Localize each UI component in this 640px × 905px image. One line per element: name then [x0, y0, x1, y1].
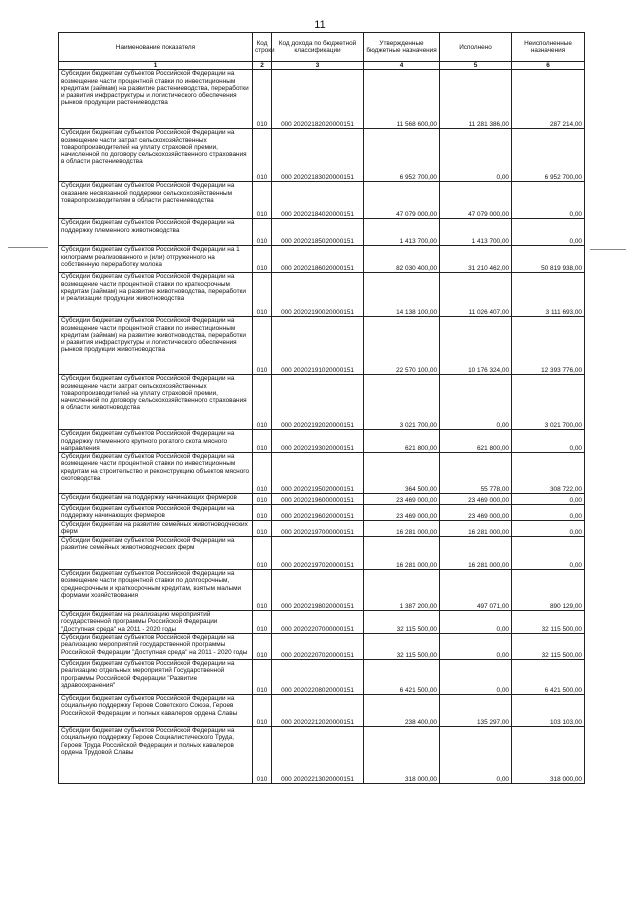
row-approved-amount: 32 115 500,00	[364, 634, 440, 660]
row-indicator-name: Субсидии бюджетам субъектов Российской Федерации на развитие семейных животноводческих ферм	[59, 537, 253, 570]
row-line-code: 010	[253, 727, 272, 784]
row-executed-amount: 55 778,00	[440, 453, 512, 494]
row-executed-amount: 16 281 000,00	[440, 537, 512, 570]
row-budget-classification-code: 000 20202212020000151	[272, 695, 364, 727]
row-line-code: 010	[253, 375, 272, 430]
row-indicator-name: Субсидии бюджетам субъектов Российской Федерации на возмещение части процентной ставки по краткосрочным кредитам (займам) на развитие животноводства, переработки и реализации продукции животноводства	[59, 273, 253, 317]
column-number: 2	[253, 62, 272, 70]
table-row	[59, 494, 585, 505]
row-indicator-name: Субсидии бюджетам субъектов Российской Федерации на реализацию отдельных мероприятий Государственной программы Российской Федерации "Развитие здравоохранения"	[59, 660, 253, 695]
row-unexecuted-amount: 0,00	[512, 494, 585, 505]
row-executed-amount: 11 026 407,00	[440, 273, 512, 317]
column-number: 5	[440, 62, 512, 70]
row-line-code: 010	[253, 273, 272, 317]
row-line-code: 010	[253, 634, 272, 660]
scan-speck	[590, 249, 626, 250]
row-unexecuted-amount: 6 952 700,00	[512, 129, 585, 182]
row-approved-amount: 3 021 700,00	[364, 375, 440, 430]
header-indicator-name: Наименование показателя	[59, 33, 253, 62]
row-budget-classification-code: 000 20202192020000151	[272, 375, 364, 430]
row-line-code: 010	[253, 537, 272, 570]
row-indicator-name: Субсидии бюджетам субъектов Российской Федерации на социальную поддержку Героев Социалистического Труда, Героев Труда Российской Федерации и полных кавалеров ордена Трудовой Славы	[59, 727, 253, 784]
row-unexecuted-amount: 3 021 700,00	[512, 375, 585, 430]
table-row	[59, 70, 585, 129]
budget-execution-table	[58, 32, 585, 784]
row-executed-amount: 0,00	[440, 660, 512, 695]
row-unexecuted-amount: 103 103,00	[512, 695, 585, 727]
row-budget-classification-code: 000 20202207000000151	[272, 611, 364, 634]
row-budget-classification-code: 000 20202213020000151	[272, 727, 364, 784]
row-indicator-name: Субсидии бюджетам субъектов Российской Федерации на поддержку начинающих фермеров	[59, 505, 253, 521]
row-indicator-name: Субсидии бюджетам субъектов Российской Федерации на возмещение части затрат сельскохозяйственных товаропроизводителей на уплату страховой премии, начисленной по договору сельскохозяйственного страхования в области животноводства	[59, 375, 253, 430]
row-approved-amount: 6 421 500,00	[364, 660, 440, 695]
row-budget-classification-code: 000 20202191020000151	[272, 317, 364, 375]
row-line-code: 010	[253, 430, 272, 453]
row-line-code: 010	[253, 453, 272, 494]
row-indicator-name: Субсидии бюджетам на реализацию мероприятий государственной программы Российской Федерации "Доступная среда" на 2011 - 2020 годы	[59, 611, 253, 634]
row-line-code: 010	[253, 695, 272, 727]
row-approved-amount: 82 030 400,00	[364, 246, 440, 273]
row-budget-classification-code: 000 20202208020000151	[272, 660, 364, 695]
row-indicator-name: Субсидии бюджетам субъектов Российской Федерации на социальную поддержку Героев Советского Союза, Героев Российской Федерации и полных кавалеров ордена Славы	[59, 695, 253, 727]
row-indicator-name: Субсидии бюджетам субъектов Российской Федерации на поддержку племенного крупного рогатого скота мясного направления	[59, 430, 253, 453]
column-number: 4	[364, 62, 440, 70]
row-line-code: 010	[253, 129, 272, 182]
row-unexecuted-amount: 0,00	[512, 521, 585, 537]
row-approved-amount: 6 952 700,00	[364, 129, 440, 182]
row-budget-classification-code: 000 20202183020000151	[272, 129, 364, 182]
row-executed-amount: 11 281 386,00	[440, 70, 512, 129]
row-unexecuted-amount: 0,00	[512, 505, 585, 521]
table-row	[59, 521, 585, 537]
row-unexecuted-amount: 318 000,00	[512, 727, 585, 784]
table-row	[59, 634, 585, 660]
row-approved-amount: 16 281 000,00	[364, 521, 440, 537]
row-indicator-name: Субсидии бюджетам субъектов Российской Федерации на возмещение части процентной ставки по долгосрочным, среднесрочным и краткосрочным кредитам, взятым малыми формами хозяйствования	[59, 570, 253, 611]
header-row	[59, 33, 585, 62]
row-indicator-name: Субсидии бюджетам субъектов Российской Федерации на возмещение части затрат сельскохозяйственных товаропроизводителей на уплату страховой премии, начисленной по договору сельскохозяйственного страхования в области растениеводства	[59, 129, 253, 182]
row-executed-amount: 47 079 000,00	[440, 182, 512, 219]
row-approved-amount: 23 469 000,00	[364, 494, 440, 505]
table-row	[59, 219, 585, 246]
row-indicator-name: Субсидии бюджетам субъектов Российской Федерации на возмещение части процентной ставки по инвестиционным кредитам на строительство и реконструкцию объектов мясного скотоводства	[59, 453, 253, 494]
row-budget-classification-code: 000 20202182020000151	[272, 70, 364, 129]
column-number: 6	[512, 62, 585, 70]
row-executed-amount: 23 469 000,00	[440, 505, 512, 521]
row-executed-amount: 0,00	[440, 611, 512, 634]
row-unexecuted-amount: 6 421 500,00	[512, 660, 585, 695]
header-budget-classification-code: Код дохода по бюджетной классификации	[272, 33, 364, 62]
row-executed-amount: 10 176 324,00	[440, 317, 512, 375]
row-approved-amount: 621 800,00	[364, 430, 440, 453]
table-row	[59, 453, 585, 494]
column-number: 1	[59, 62, 253, 70]
column-number: 3	[272, 62, 364, 70]
row-budget-classification-code: 000 20202185020000151	[272, 219, 364, 246]
row-approved-amount: 16 281 000,00	[364, 537, 440, 570]
row-indicator-name: Субсидии бюджетам субъектов Российской Федерации на 1 килограмм реализованного и (или) отгруженного на собственную переработку молока	[59, 246, 253, 273]
row-budget-classification-code: 000 20202196020000151	[272, 505, 364, 521]
row-executed-amount: 0,00	[440, 129, 512, 182]
row-unexecuted-amount: 0,00	[512, 182, 585, 219]
row-approved-amount: 11 568 600,00	[364, 70, 440, 129]
row-approved-amount: 318 000,00	[364, 727, 440, 784]
table-row	[59, 727, 585, 784]
table-row	[59, 570, 585, 611]
table-row	[59, 273, 585, 317]
row-approved-amount: 364 500,00	[364, 453, 440, 494]
row-line-code: 010	[253, 521, 272, 537]
row-unexecuted-amount: 0,00	[512, 537, 585, 570]
scan-speck	[8, 247, 48, 248]
row-approved-amount: 23 469 000,00	[364, 505, 440, 521]
row-executed-amount: 0,00	[440, 634, 512, 660]
row-budget-classification-code: 000 20202186020000151	[272, 246, 364, 273]
table-row	[59, 695, 585, 727]
row-unexecuted-amount: 0,00	[512, 430, 585, 453]
table-row	[59, 182, 585, 219]
row-line-code: 010	[253, 70, 272, 129]
row-line-code: 010	[253, 611, 272, 634]
row-executed-amount: 1 413 700,00	[440, 219, 512, 246]
page-number: 11	[314, 19, 326, 31]
row-approved-amount: 1 387 200,00	[364, 570, 440, 611]
row-line-code: 010	[253, 317, 272, 375]
row-approved-amount: 14 138 100,00	[364, 273, 440, 317]
row-executed-amount: 497 071,00	[440, 570, 512, 611]
table-row	[59, 537, 585, 570]
row-budget-classification-code: 000 20202198020000151	[272, 570, 364, 611]
row-approved-amount: 32 115 500,00	[364, 611, 440, 634]
row-unexecuted-amount: 890 129,00	[512, 570, 585, 611]
row-executed-amount: 621 800,00	[440, 430, 512, 453]
row-line-code: 010	[253, 182, 272, 219]
table-row	[59, 660, 585, 695]
row-line-code: 010	[253, 505, 272, 521]
row-indicator-name: Субсидии бюджетам субъектов Российской Федерации на оказание несвязанной поддержки сельскохозяйственным товаропроизводителям в области растениеводства	[59, 182, 253, 219]
row-unexecuted-amount: 287 214,00	[512, 70, 585, 129]
table-row	[59, 317, 585, 375]
row-line-code: 010	[253, 246, 272, 273]
row-executed-amount: 0,00	[440, 727, 512, 784]
table-row	[59, 375, 585, 430]
row-budget-classification-code: 000 20202197020000151	[272, 537, 364, 570]
header-line-code: Код строки	[253, 33, 272, 62]
row-budget-classification-code: 000 20202184020000151	[272, 182, 364, 219]
row-line-code: 010	[253, 660, 272, 695]
row-budget-classification-code: 000 20202195020000151	[272, 453, 364, 494]
row-budget-classification-code: 000 20202196000000151	[272, 494, 364, 505]
row-indicator-name: Субсидии бюджетам субъектов Российской Федерации на возмещение части процентной ставки по инвестиционным кредитам (займам) на развитие растениеводства, переработки и развития инфраструктуры и логистического обеспечения рынков продукции растениеводства	[59, 70, 253, 129]
row-unexecuted-amount: 0,00	[512, 219, 585, 246]
row-executed-amount: 0,00	[440, 375, 512, 430]
row-indicator-name: Субсидии бюджетам на поддержку начинающих фермеров	[59, 494, 253, 505]
column-number-row	[59, 62, 585, 70]
row-unexecuted-amount: 308 722,00	[512, 453, 585, 494]
row-budget-classification-code: 000 20202190020000151	[272, 273, 364, 317]
row-indicator-name: Субсидии бюджетам на развитие семейных животноводческих ферм	[59, 521, 253, 537]
table-row	[59, 611, 585, 634]
row-indicator-name: Субсидии бюджетам субъектов Российской Федерации на возмещение части процентной ставки по инвестиционным кредитам (займам) на развитие животноводства, переработки и развития инфраструктуры и логистического обеспечения рынков продукции животноводства	[59, 317, 253, 375]
row-approved-amount: 47 079 000,00	[364, 182, 440, 219]
header-approved: Утвержденные бюджетные назначения	[364, 33, 440, 62]
row-indicator-name: Субсидии бюджетам субъектов Российской Федерации на поддержку племенного животноводства	[59, 219, 253, 246]
row-approved-amount: 22 570 100,00	[364, 317, 440, 375]
table-row	[59, 430, 585, 453]
header-unexecuted: Неисполненные назначения	[512, 33, 585, 62]
row-executed-amount: 16 281 000,00	[440, 521, 512, 537]
header-executed: Исполнено	[440, 33, 512, 62]
row-budget-classification-code: 000 20202193020000151	[272, 430, 364, 453]
row-unexecuted-amount: 3 111 693,00	[512, 273, 585, 317]
row-budget-classification-code: 000 20202207020000151	[272, 634, 364, 660]
table-row	[59, 505, 585, 521]
row-approved-amount: 1 413 700,00	[364, 219, 440, 246]
row-unexecuted-amount: 12 393 776,00	[512, 317, 585, 375]
row-unexecuted-amount: 32 115 500,00	[512, 634, 585, 660]
row-executed-amount: 31 210 462,00	[440, 246, 512, 273]
row-line-code: 010	[253, 570, 272, 611]
row-line-code: 010	[253, 494, 272, 505]
row-approved-amount: 238 400,00	[364, 695, 440, 727]
table-row	[59, 246, 585, 273]
row-unexecuted-amount: 32 115 500,00	[512, 611, 585, 634]
table-row	[59, 129, 585, 182]
row-budget-classification-code: 000 20202197000000151	[272, 521, 364, 537]
row-executed-amount: 135 297,00	[440, 695, 512, 727]
row-indicator-name: Субсидии бюджетам субъектов Российской Федерации на реализацию мероприятий государственной программы Российской Федерации "Доступная среда" на 2011 - 2020 годы	[59, 634, 253, 660]
row-unexecuted-amount: 50 819 938,00	[512, 246, 585, 273]
row-executed-amount: 23 469 000,00	[440, 494, 512, 505]
row-line-code: 010	[253, 219, 272, 246]
